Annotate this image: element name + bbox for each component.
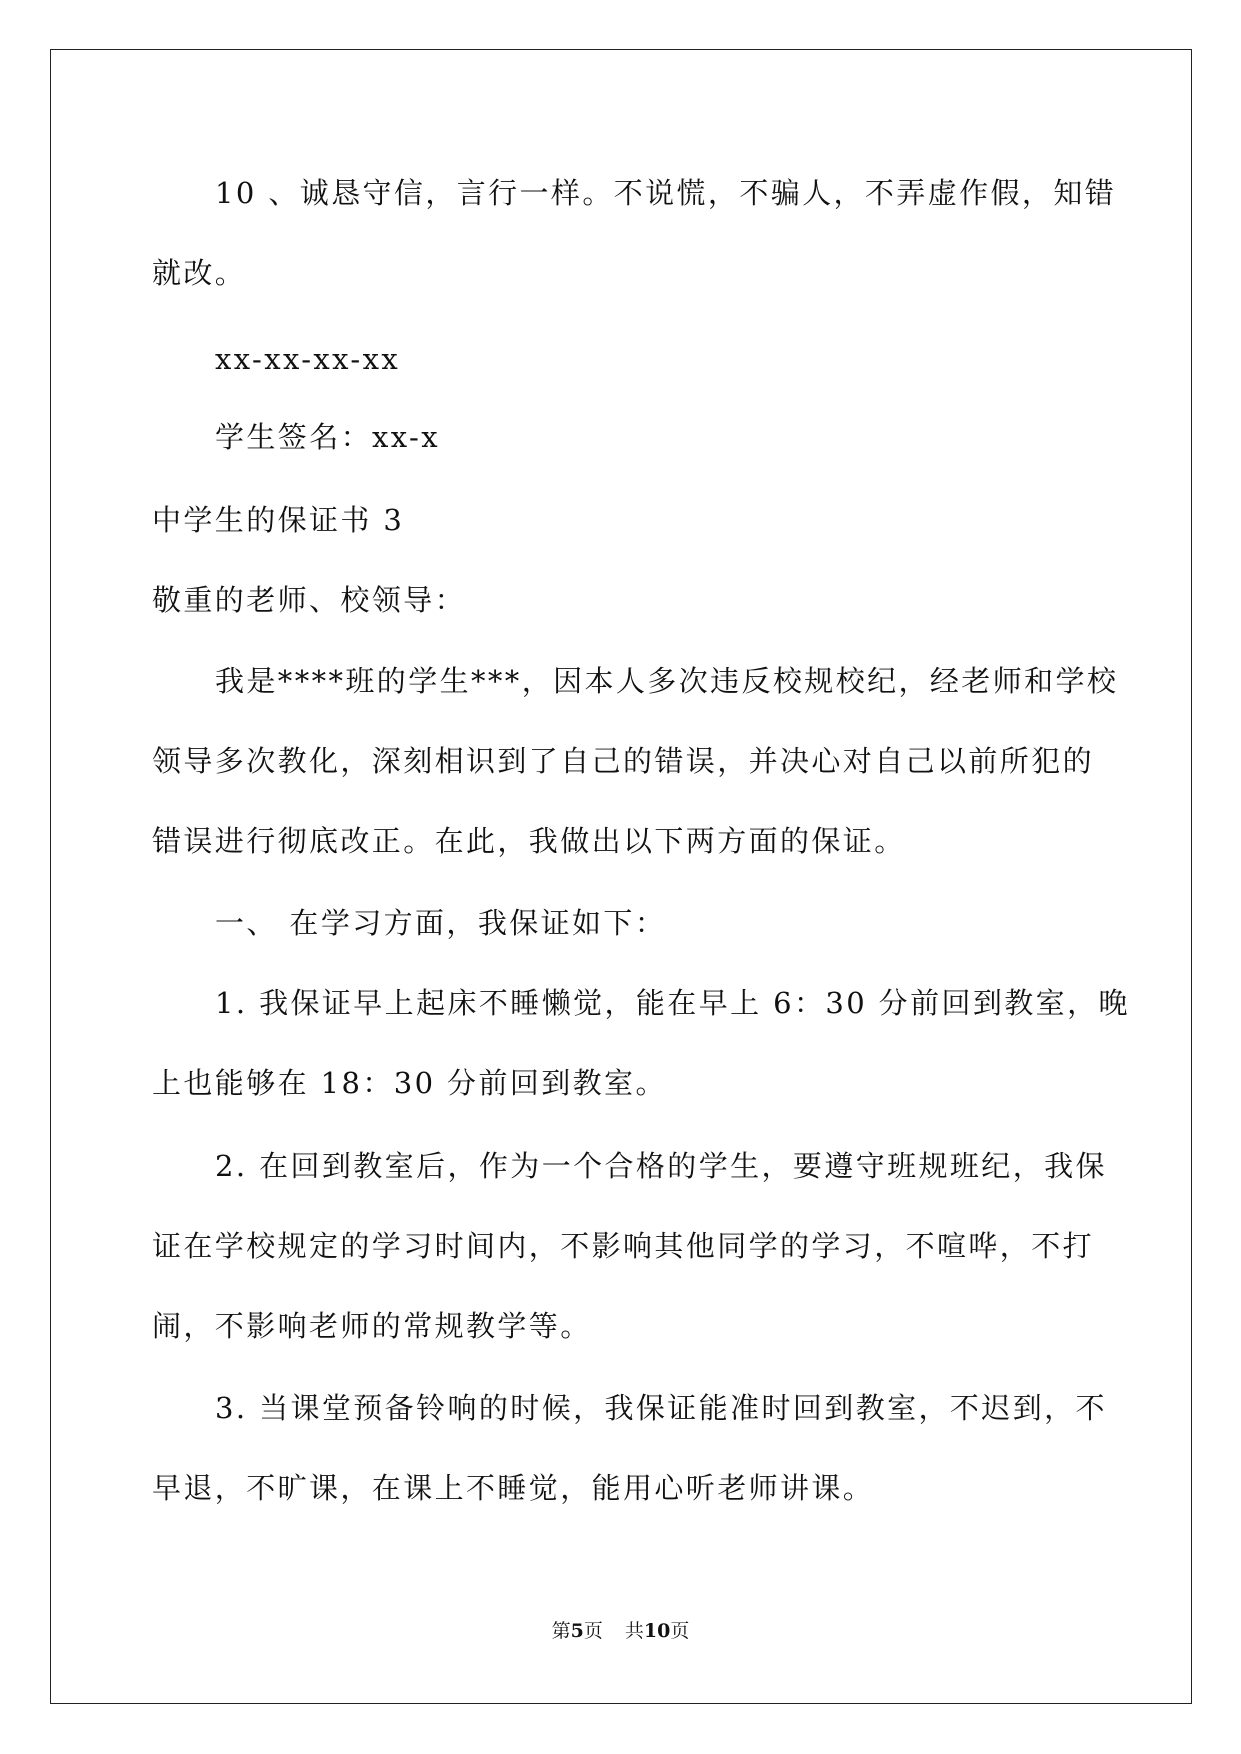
paragraph-line: 就改。: [152, 256, 247, 290]
salutation: 敬重的老师、校领导：: [152, 583, 467, 617]
page-prefix: 第: [551, 1620, 571, 1642]
page-suffix: 页: [583, 1620, 603, 1642]
paragraph-line: 1. 我保证早上起床不睡懒觉，能在早上 6：30 分前回到教室，晚: [215, 986, 1130, 1020]
paragraph-line: 我是****班的学生***，因本人多次违反校规校纪，经老师和学校: [215, 664, 1119, 698]
date-line: xx-xx-xx-xx: [215, 342, 401, 376]
paragraph-line: 闹，不影响老师的常规教学等。: [152, 1309, 592, 1343]
paragraph-line: 领导多次教化，深刻相识到了自己的错误，并决心对自己以前所犯的: [152, 744, 1095, 778]
paragraph-line: 2. 在回到教室后，作为一个合格的学生，要遵守班规班纪，我保: [215, 1149, 1107, 1183]
section-heading: 中学生的保证书 3: [152, 503, 405, 537]
paragraph-line: 证在学校规定的学习时间内，不影响其他同学的学习，不喧哗，不打: [152, 1229, 1095, 1263]
subheading: 一、 在学习方面，我保证如下：: [215, 906, 667, 940]
paragraph-line: 上也能够在 18：30 分前回到教室。: [152, 1066, 667, 1100]
paragraph-line: 3. 当课堂预备铃响的时候，我保证能准时回到教室，不迟到，不: [215, 1391, 1107, 1425]
page-footer: [0, 1619, 1241, 1643]
paragraph-line: 10 、诚恳守信，言行一样。不说慌，不骗人，不弄虚作假，知错: [215, 176, 1117, 210]
signature-line: 学生签名：xx-x: [215, 420, 440, 454]
paragraph-line: 早退，不旷课，在课上不睡觉，能用心听老师讲课。: [152, 1471, 875, 1505]
page-border: [50, 49, 1192, 1704]
paragraph-line: 错误进行彻底改正。在此，我做出以下两方面的保证。: [152, 824, 906, 858]
total-suffix: 页: [670, 1620, 690, 1642]
page-total: 10: [643, 1620, 671, 1642]
total-prefix: 共: [624, 1620, 644, 1642]
page-current: 5: [570, 1620, 584, 1642]
